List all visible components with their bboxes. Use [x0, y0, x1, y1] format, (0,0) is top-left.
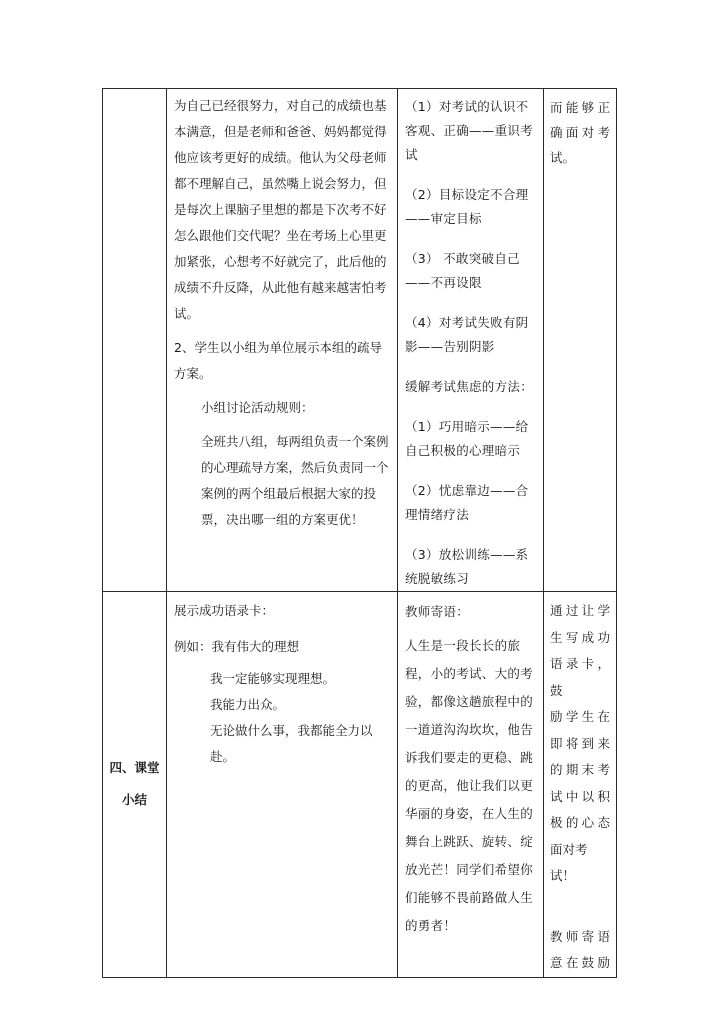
intent-line: 通过让学	[550, 603, 610, 618]
stage-cell	[103, 89, 167, 592]
intent-line: 语录卡，鼓	[550, 656, 610, 698]
activity-title: 展示成功语录卡：	[174, 603, 275, 618]
stage-cell	[103, 592, 167, 978]
list-item: （2）目标设定不合理——审定目标	[405, 187, 529, 226]
intent-line: 生写成功	[550, 629, 610, 645]
list-item: （1）巧用暗示——给自己积极的心理暗示	[405, 419, 529, 458]
intent-line: 的期末考	[550, 762, 610, 777]
activity-cell	[167, 89, 398, 592]
intent-line: 确面对考	[550, 125, 610, 140]
group-task-paragraph: 2、学生以小组为单位展示本组的疏导方案。	[174, 340, 382, 381]
case-paragraph: 为自己已经很努力，对自己的成绩也基本满意，但是老师和爸爸、妈妈都觉得他应该考更好的成绩。他认为父母老师都不理解自己，虽然嘴上说会努力，但是每次上课脑子里想的都是下次考不好怎么跟他们交代呢？坐在考场上心里更加紧张，心想考不好就完了，此后他的成绩不升反降，从此他有越来越害怕考试。	[174, 98, 387, 321]
intent-line: 即将到来	[550, 735, 610, 751]
activity-example: 例如：我有伟大的理想	[174, 639, 300, 654]
intent-line: 极的心态	[550, 815, 610, 830]
list-item: （3） 不敢突破自己——不再设限	[405, 251, 520, 290]
lesson-plan-table	[102, 88, 617, 978]
intent-cell	[544, 89, 617, 592]
quote-line: 无论做什么事，我都能全力以赴。	[210, 723, 373, 764]
table-row	[103, 89, 617, 592]
teacher-message-body: 人生是一段长长的旅程，小的考试、大的考验，都像这趟旅程中的一道道沟沟坎坎，他告诉我们要走的更稳、跳的更高，他让我们以更华丽的身姿，在人生的舞台上跳跃、旋转、绽放光芒！同学们希望你们能够不畏前路做人生的勇者！	[405, 638, 534, 933]
intent-line: 而能够正	[550, 100, 610, 115]
teacher-cell	[398, 89, 544, 592]
list-item: （1）对考试的认识不客观、正确——重识考试	[405, 99, 534, 162]
rules-title: 小组讨论活动规则：	[201, 400, 314, 415]
teacher-message-title: 教师寄语：	[405, 604, 470, 619]
intent-line: 面对考试！	[550, 841, 588, 883]
intent-line: 励学生在	[550, 709, 610, 724]
stage-title-line: 四、课堂	[109, 760, 160, 776]
intent-line: 试。	[550, 150, 576, 165]
list-item: （2）忧虑靠边——合理情绪疗法	[405, 483, 529, 522]
stage-title-line: 小结	[121, 792, 147, 808]
teacher-cell	[398, 592, 544, 978]
intent-line: 教师寄语	[550, 928, 610, 944]
rules-body: 全班共八组，每两组负责一个案例的心理疏导方案，然后负责同一个案例的两个组最后根据大家的投票，决出哪一组的方案更优！	[201, 434, 389, 527]
list-item: （4）对考试失败有阴影——告别阴影	[405, 315, 529, 354]
table-row	[103, 592, 617, 978]
intent-line: 意在鼓励	[550, 955, 610, 970]
intent-line: 试中以积	[550, 788, 610, 804]
intent-cell	[544, 592, 617, 978]
quote-line: 我能力出众。	[210, 697, 286, 712]
list-item: 缓解考试焦虑的方法：	[405, 379, 534, 394]
activity-cell	[167, 592, 398, 978]
quote-line: 我一定能够实现理想。	[210, 671, 336, 686]
list-item: （3）放松训练——系统脱敏练习	[405, 547, 529, 586]
